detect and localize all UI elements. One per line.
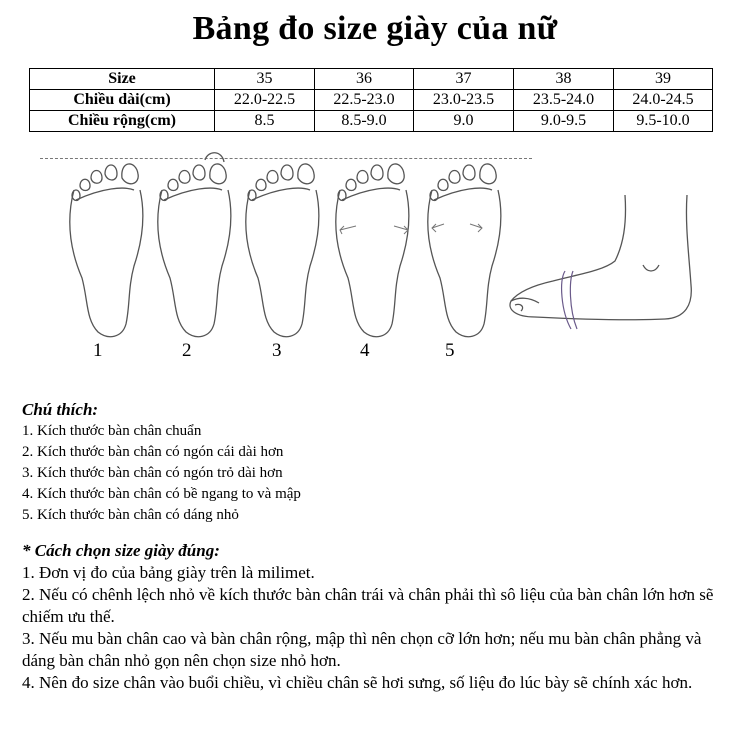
guide-item: 3. Nếu mu bàn chân cao và bàn chân rộng, mập thì nên chọn cỡ lớn hơn; nếu mu bàn chân phẳng và dáng bàn chân nhỏ gọn nên chọn size nhỏ hơn. xyxy=(22,629,702,670)
guide-item: 2. Nếu có chênh lệch nhỏ về kích thước bàn chân trái và chân phải thì sô liệu của bàn chân lớn hơn sẽ chiếm ưu thế. xyxy=(22,585,714,626)
table-row xyxy=(30,90,713,111)
foot-1-outline xyxy=(70,164,143,337)
table-cell: 9.0-9.5 xyxy=(514,111,614,132)
legend-item: 1. Kích thước bàn chân chuẩn xyxy=(22,423,202,439)
foot-label: 5 xyxy=(445,340,455,361)
foot-3-outline xyxy=(246,164,319,337)
legend-item: 2. Kích thước bàn chân có ngón cái dài hơn xyxy=(22,444,284,460)
legend-item: 3. Kích thước bàn chân có ngón trỏ dài hơn xyxy=(22,465,283,481)
table-cell: 9.0 xyxy=(414,111,514,132)
foot-label: 1 xyxy=(93,340,103,361)
table-cell: 22.0-22.5 xyxy=(215,90,315,111)
size-table xyxy=(29,68,713,132)
foot-label: 3 xyxy=(272,340,282,361)
table-row xyxy=(30,111,713,132)
guide-item: 4. Nên đo size chân vào buổi chiều, vì chiều chân sẽ hơi sưng, số liệu đo lúc bày sẽ chính xác hơn. xyxy=(22,673,693,692)
table-header-cell: 36 xyxy=(315,69,414,90)
legend-item: 4. Kích thước bàn chân có bề ngang to và mập xyxy=(22,486,301,502)
table-row-label: Chiều dài(cm) xyxy=(30,90,215,111)
foot-types-illustration xyxy=(40,150,510,340)
table-header-cell: 38 xyxy=(514,69,614,90)
foot-2-outline xyxy=(158,153,231,337)
table-cell: 23.5-24.0 xyxy=(514,90,614,111)
table-cell: 8.5-9.0 xyxy=(315,111,414,132)
page-title: Bảng đo size giày của nữ xyxy=(192,10,558,47)
table-header-cell: Size xyxy=(30,69,215,90)
guide-section xyxy=(22,540,732,694)
table-header-cell: 35 xyxy=(215,69,315,90)
table-cell: 22.5-23.0 xyxy=(315,90,414,111)
table-header-cell: 37 xyxy=(414,69,514,90)
table-cell: 23.0-23.5 xyxy=(414,90,514,111)
foot-label: 4 xyxy=(360,340,370,361)
foot-5-outline xyxy=(428,164,501,337)
table-cell: 9.5-10.0 xyxy=(614,111,713,132)
table-cell: 24.0-24.5 xyxy=(614,90,713,111)
foot-label: 2 xyxy=(182,340,192,361)
table-header-cell: 39 xyxy=(614,69,713,90)
table-row-label: Chiều rộng(cm) xyxy=(30,111,215,132)
legend-item: 5. Kích thước bàn chân có dáng nhỏ xyxy=(22,507,239,523)
foot-4-outline xyxy=(336,164,409,337)
legend-section xyxy=(22,400,301,526)
guide-heading: * Cách chọn size giày đúng: xyxy=(22,541,220,560)
table-cell: 8.5 xyxy=(215,111,315,132)
foot-side-view-illustration xyxy=(495,185,705,345)
table-header-row xyxy=(30,69,713,90)
guide-item: 1. Đơn vị đo của bảng giày trên là milimet. xyxy=(22,563,315,582)
legend-heading: Chú thích: xyxy=(22,400,99,419)
